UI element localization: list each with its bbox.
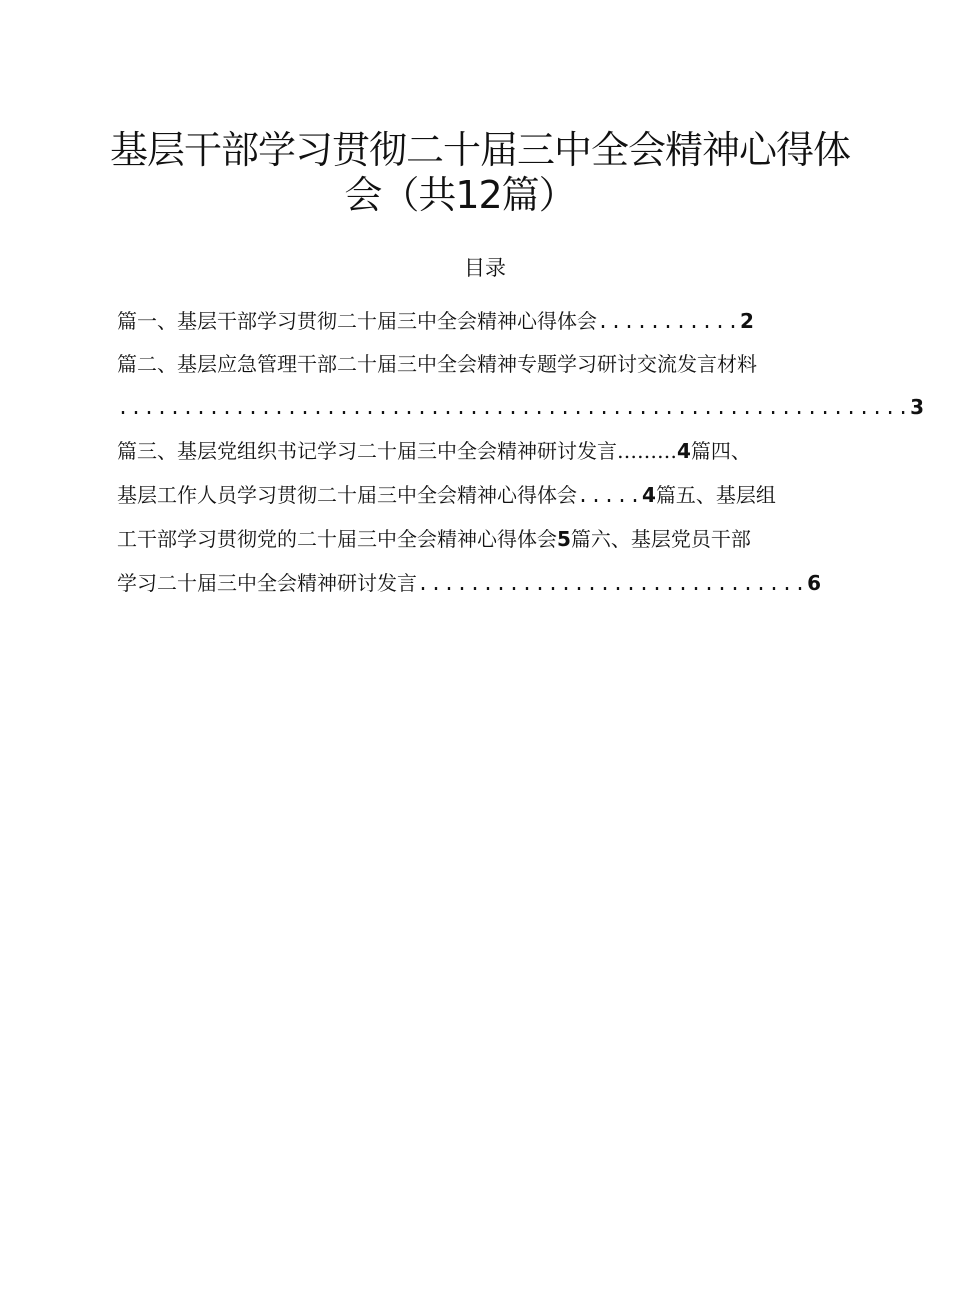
toc-entry-text: 篇三、基层党组织书记学习二十届三中全会精神研讨发言	[117, 439, 617, 463]
toc-entry-6[interactable]	[117, 573, 821, 596]
toc-entry-2[interactable]	[117, 354, 757, 374]
toc-page-number: 4	[642, 483, 656, 507]
toc-entry-text: 篇四、	[690, 439, 751, 463]
toc-entry-2-continued[interactable]	[117, 397, 924, 420]
toc-entry-text: 篇一、基层干部学习贯彻二十届三中全会精神心得体会	[117, 309, 597, 333]
toc-page-number: 6	[807, 571, 821, 595]
document-title-line-2: 会（共12篇）	[344, 173, 576, 217]
toc-page-number: 2	[740, 309, 754, 333]
document-title-line-1: 基层干部学习贯彻二十届三中全会精神心得体	[110, 128, 851, 172]
toc-entry-5[interactable]	[117, 529, 751, 549]
toc-entry-text: 工干部学习贯彻党的二十届三中全会精神心得体会	[117, 527, 557, 551]
toc-leader: .....	[577, 486, 643, 509]
toc-entry-text: 篇五、基层组	[655, 483, 776, 507]
toc-entry-text: 基层工作人员学习贯彻二十届三中全会精神心得体会	[117, 483, 577, 507]
toc-page-number: 5	[557, 527, 571, 551]
toc-entry-text: 学习二十届三中全会精神研讨发言	[117, 571, 417, 595]
toc-leader: ………	[617, 439, 677, 463]
toc-entry-text: 篇六、基层党员干部	[570, 527, 751, 551]
toc-leader: .............................................................	[117, 398, 911, 421]
toc-page-number: 4	[677, 439, 691, 463]
toc-entry-3[interactable]	[117, 441, 751, 461]
toc-leader: ..............................	[417, 574, 808, 597]
toc-entry-4[interactable]	[117, 485, 776, 508]
toc-page-number: 3	[910, 395, 925, 419]
toc-heading: 目录	[464, 256, 506, 280]
toc-entry-1[interactable]	[117, 311, 754, 334]
toc-leader: ...........	[597, 312, 741, 335]
toc-entry-text: 篇二、基层应急管理干部二十届三中全会精神专题学习研讨交流发言材料	[117, 352, 757, 376]
